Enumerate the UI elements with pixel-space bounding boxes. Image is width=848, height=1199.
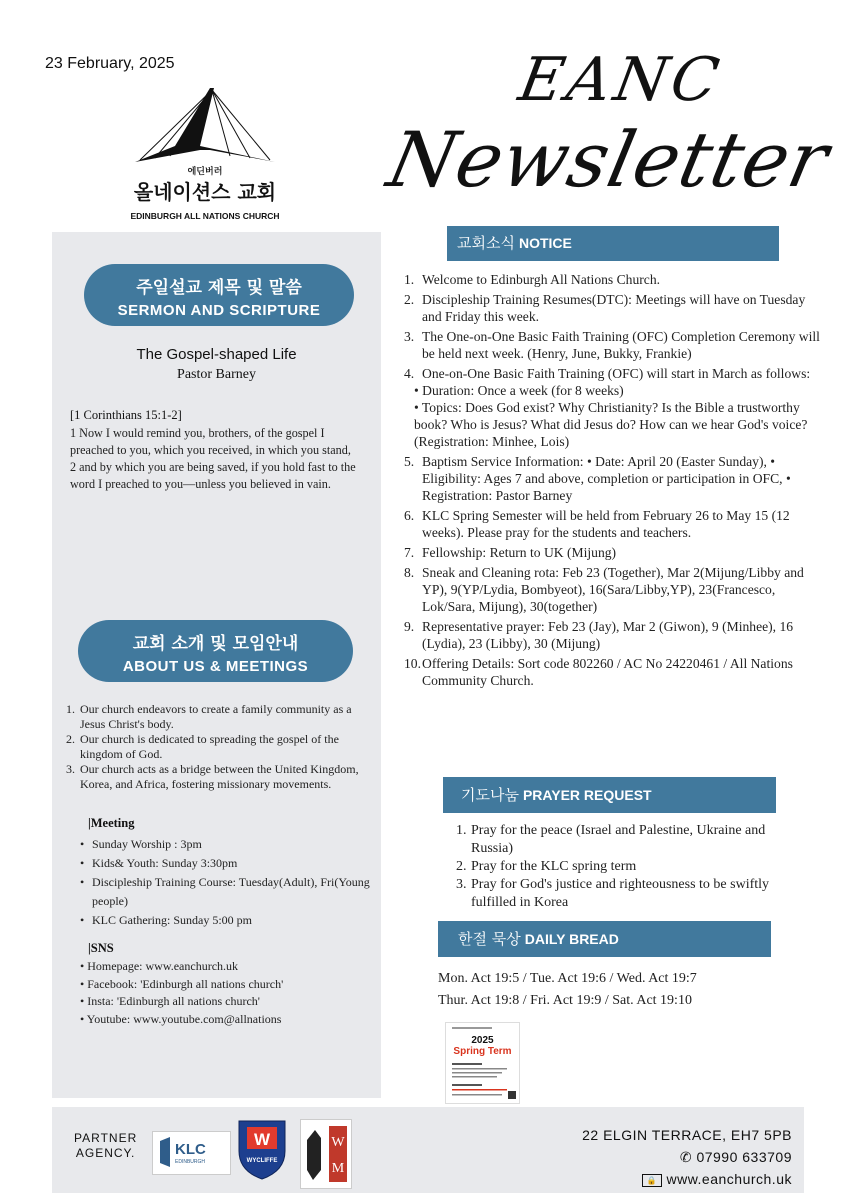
sns-list xyxy=(80,958,375,1028)
sermon-title: The Gospel-shaped Life xyxy=(136,346,297,363)
list-item: 5. Baptism Service Information: • Date: April 20 (Easter Sunday), • Eligibility: Ages 7 and above, completion or participation in OFC, • Registration: Pastor Barney xyxy=(404,454,791,503)
sermon-preacher: Pastor Barney xyxy=(177,367,256,382)
about-heading-korean: 교회 소개 및 모임안내 xyxy=(132,634,299,654)
sermon-heading xyxy=(84,264,354,326)
prayer-list xyxy=(456,822,776,912)
sns-label: |SNS xyxy=(88,941,114,955)
prayer-heading-korean: 기도나눔 xyxy=(461,786,519,804)
list-item: 4. One-on-One Basic Faith Training (OFC) will start in March as follows: xyxy=(404,366,811,381)
daily-bread-heading-korean: 한절 묵상 xyxy=(458,930,521,948)
website-link[interactable]: www.eanchurch.uk xyxy=(666,1171,792,1187)
wycliffe-shield-logo xyxy=(237,1117,287,1181)
sermon-heading-korean: 주일설교 제목 및 말씀 xyxy=(136,278,302,298)
sns-facebook: • Facebook: 'Edinburgh all nations church' xyxy=(80,976,284,991)
svg-text:W: W xyxy=(253,1130,271,1149)
klc-logo: KLC EDINBURGH xyxy=(152,1131,231,1175)
list-item: 8. Sneak and Cleaning rota: Feb 23 (Together), Mar 2(Mijung/Libby and YP), 9(YP/Lydia, Bombyeot), 16(Sara/Libby,YP), 23(Francesco, Lok/Sara, Mijung), 30(together) xyxy=(404,565,804,614)
list-item: 6. KLC Spring Semester will be held from February 26 to May 15 (12 weeks). Please pray for the students and teachers. xyxy=(404,508,790,540)
about-heading xyxy=(78,620,353,682)
phone-row xyxy=(582,1146,792,1168)
ofc-duration: • Duration: Once a week (for 8 weeks) xyxy=(414,383,624,398)
list-item: • Discipleship Training Course: Tuesday(Adult), Fri(Young people) xyxy=(80,875,370,908)
notice-heading-english: NOTICE xyxy=(518,235,572,251)
list-item: 10. Offering Details: Sort code 802260 / AC No 24220461 / All Nations Community Church. xyxy=(404,656,793,688)
daily-bread-line-2: Thur. Act 19:8 / Fri. Act 19:9 / Sat. Act 19:10 xyxy=(438,993,692,1008)
list-item: 1. Pray for the peace (Israel and Palestine, Ukraine and Russia) xyxy=(456,823,766,856)
daily-bread-line-1: Mon. Act 19:5 / Tue. Act 19:6 / Wed. Act 19:7 xyxy=(438,971,697,986)
klc-mark-icon xyxy=(156,1133,176,1173)
list-item: 1. Welcome to Edinburgh All Nations Church. xyxy=(404,272,661,287)
contact-block xyxy=(582,1124,792,1190)
list-item: 2. Our church is dedicated to spreading the gospel of the kingdom of God. xyxy=(66,732,339,761)
daily-bread-readings xyxy=(438,968,798,1012)
list-item: 2. Discipleship Training Resumes(DTC): Meetings will have on Tuesday and Friday this week. xyxy=(404,292,806,324)
notice-list xyxy=(404,271,824,692)
list-item: • Sunday Worship : 3pm xyxy=(80,837,202,851)
about-heading-english: ABOUT US & MEETINGS xyxy=(122,658,309,675)
church-address: 22 ELGIN TERRACE, EH7 5PB xyxy=(582,1127,792,1143)
list-item: • KLC Gathering: Sunday 5:00 pm xyxy=(80,913,252,927)
newsletter-title xyxy=(380,45,840,225)
list-item: 2. Pray for the KLC spring term xyxy=(456,859,637,874)
church-name-small-korean: 에딘버러 xyxy=(187,167,223,177)
sns-homepage-link[interactable]: • Homepage: www.eanchurch.uk xyxy=(80,959,239,973)
list-item: 3. Our church acts as a bridge between the United Kingdom, Korea, and Africa, fostering missionary movements. xyxy=(66,762,359,791)
list-item: 7. Fellowship: Return to UK (Mijung) xyxy=(404,545,617,560)
meeting-label: |Meeting xyxy=(88,816,135,830)
notice-heading-korean: 교회소식 xyxy=(457,234,515,252)
church-name-english: EDINBURGH ALL NATIONS CHURCH xyxy=(130,211,280,221)
daily-bread-heading xyxy=(438,921,771,957)
sns-instagram: • Insta: 'Edinburgh all nations church' xyxy=(80,994,260,1008)
newsletter-date: 23 February, 2025 xyxy=(45,55,175,72)
notice-heading xyxy=(447,226,779,261)
daily-bread-heading-english: DAILY BREAD xyxy=(524,931,619,947)
ofc-topics: • Topics: Does God exist? Why Christianity? Is the Bible a trustworthy book? Who is Jesus? What did Jesus do? How can we hear God's voice? (Registration: Minhee, Lois) xyxy=(414,400,808,449)
flyer-lines-icon xyxy=(446,1023,519,1103)
sermon-heading-english: SERMON AND SCRIPTURE xyxy=(117,302,321,319)
phone-number: 07990 633709 xyxy=(696,1149,792,1165)
footer xyxy=(52,1107,804,1193)
laptop-lock-icon: 🔒 xyxy=(642,1174,662,1187)
sns-youtube-link[interactable]: • Youtube: www.youtube.com@allnations xyxy=(80,1011,282,1026)
spring-term-flyer-image xyxy=(445,1022,520,1104)
list-item: 3. The One-on-One Basic Faith Training (OFC) Completion Ceremony will be held next week. (Henry, June, Bukky, Frankie) xyxy=(404,329,820,361)
svg-text:M: M xyxy=(331,1161,345,1176)
phone-icon: ✆ xyxy=(679,1149,693,1165)
flyer-year: 2025 xyxy=(471,1035,494,1046)
scripture-reference: [1 Corinthians 15:1-2] xyxy=(70,408,182,422)
partner-agency-label: PARTNER AGENCY. xyxy=(74,1131,138,1160)
web-row xyxy=(582,1168,792,1190)
meeting-list xyxy=(80,835,375,930)
list-item: 3. Pray for God's justice and righteousness to be swiftly fulfilled in Korea xyxy=(456,877,770,910)
title-line-2: Newsletter xyxy=(380,115,837,204)
flyer-term: Spring Term xyxy=(453,1046,512,1057)
list-item: 1. Our church endeavors to create a family community as a Jesus Christ's body. xyxy=(66,702,352,731)
church-name-korean: 올네이션스 교회 xyxy=(133,180,277,204)
svg-text:W: W xyxy=(331,1135,345,1150)
about-list xyxy=(66,702,371,792)
list-item: 9. Representative prayer: Feb 23 (Jay), Mar 2 (Giwon), 9 (Minhee), 16 (Lydia), 23 (Libby), 30 (Mijung) xyxy=(404,619,794,651)
list-item: • Kids& Youth: Sunday 3:30pm xyxy=(80,856,238,870)
title-line-1: EANC xyxy=(513,45,728,115)
prayer-heading-english: PRAYER REQUEST xyxy=(522,787,652,803)
svg-text:WYCLIFFE: WYCLIFFE xyxy=(246,1158,278,1164)
wm-partner-logo xyxy=(300,1119,352,1189)
prayer-heading xyxy=(443,777,776,813)
scripture-text: 1 Now I would remind you, brothers, of the gospel I preached to you, which you received, in which you stand, 2 and by which you are being saved, if you hold fast to the word I preached to you—unless you believed in vain. xyxy=(70,426,356,491)
